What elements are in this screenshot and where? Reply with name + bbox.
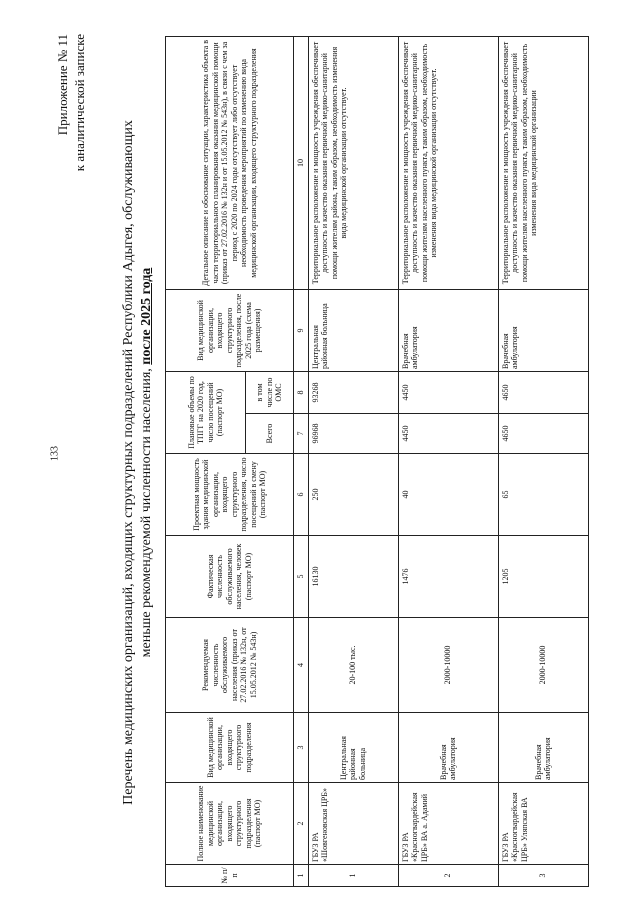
header-capacity: Проектная мощность здания медицинской организации, входящего структурного подразделения, число посещений в смену (паспорт МО) bbox=[166, 454, 294, 536]
row-name: ГБУЗ РА «Красногвардейская ЦРБ» ВА а. Адамий bbox=[398, 783, 498, 865]
header-name: Полное наименование медицинской организации, входящего структурного подразделения (паспорт МО) bbox=[166, 783, 294, 865]
row-description: Территориальное расположение и мощность учреждения обеспечивает доступность и качество оказания первичной медико-санитарной помощи жителям населенного пункта, таким образом, необходимость изменения вида медицинской организации bbox=[498, 36, 588, 289]
row-number: 1 bbox=[308, 865, 398, 887]
col-number: 8 bbox=[294, 371, 309, 413]
column-number-row bbox=[294, 36, 309, 886]
row-type-after: Врачебная амбулатория bbox=[398, 289, 498, 371]
row-type-after: Врачебная амбулатория bbox=[498, 289, 588, 371]
row-recommended: 20-100 тыс. bbox=[308, 618, 398, 713]
row-actual: 1205 bbox=[498, 536, 588, 618]
col-number: 7 bbox=[294, 414, 309, 454]
row-capacity: 250 bbox=[308, 454, 398, 536]
row-total: 96968 bbox=[308, 414, 398, 454]
header-oms: в том числе по ОМС bbox=[246, 371, 294, 413]
row-capacity: 65 bbox=[498, 454, 588, 536]
header-type: Вид медицинской организации, входящего структурного подразделения bbox=[166, 713, 294, 783]
header-actual: Фактическая численность обслуживаемого населения, человек (паспорт МО) bbox=[166, 536, 294, 618]
header-type-after: Вид медицинской организации, входящего структурного подразделения, после 2025 года (схема размещения) bbox=[166, 289, 294, 371]
table-row bbox=[308, 36, 398, 886]
col-number: 3 bbox=[294, 713, 309, 783]
col-number: 10 bbox=[294, 36, 309, 289]
row-description: Территориальное расположение и мощность учреждения обеспечивает доступность и качество оказания первичной медико-санитарной помощи жителям населенного пункта, таким образом, необходимость изменения вида медицинской организации отсутствует. bbox=[398, 36, 498, 289]
title-part-2: меньше рекомендуемой численности населения, bbox=[139, 368, 154, 658]
header-total: Всего bbox=[246, 414, 294, 454]
header-description: Детальное описание и обоснование ситуации, характеристика объекта в части территориального планирования оказания медицинской помощи (приказ от 27.02.2016 № 132н и от 15.05.2012 № 543н), в связи с чем за период с 2020 по 2024 годы отсутствует либо отсутствует необходимость проведения мероприятий по изменению вида медицинской организации, входящего структурного подразделения bbox=[166, 36, 294, 289]
row-type-after: Центральная районная больница bbox=[308, 289, 398, 371]
row-total: 4650 bbox=[498, 414, 588, 454]
row-type: Врачебная амбулатория bbox=[498, 713, 588, 783]
col-number: 5 bbox=[294, 536, 309, 618]
row-description: Территориальное расположение и мощность учреждения обеспечивает доступность и качество оказания первичной медико-санитарной помощи жителям района, таким образом, необходимость изменения вида медицинской организации отсутствует. bbox=[308, 36, 398, 289]
annex-line-2: к аналитической записке bbox=[72, 34, 87, 172]
row-name: ГБУЗ РА «Шовгеновская ЦРБ» bbox=[308, 783, 398, 865]
row-total: 4450 bbox=[398, 414, 498, 454]
header-row bbox=[166, 36, 246, 886]
row-oms: 93268 bbox=[308, 371, 398, 413]
row-number: 3 bbox=[498, 865, 588, 887]
row-name: ГБУЗ РА «Красногвардейская ЦРБ» Уляпская ВА bbox=[498, 783, 588, 865]
col-number: 2 bbox=[294, 783, 309, 865]
title-line-2 bbox=[138, 30, 156, 895]
col-number: 9 bbox=[294, 289, 309, 371]
annex-line-1: Приложение № 11 bbox=[55, 34, 70, 136]
page-number: 133 bbox=[49, 446, 61, 461]
row-number: 2 bbox=[398, 865, 498, 887]
row-type: Врачебная амбулатория bbox=[398, 713, 498, 783]
document-title bbox=[120, 30, 156, 895]
row-actual: 16130 bbox=[308, 536, 398, 618]
row-recommended: 2000-10000 bbox=[498, 618, 588, 713]
annex-heading bbox=[54, 34, 88, 171]
row-capacity: 40 bbox=[398, 454, 498, 536]
title-line-1: Перечень медицинских организаций, входящих структурных подразделений Республики Адыгея, обслуживающих bbox=[121, 120, 136, 805]
organizations-table bbox=[165, 36, 589, 887]
header-recommended: Рекомендуемая численность обслуживаемого населения (приказ от 27.02.2016 № 132н, от 15.05.2012 № 543н) bbox=[166, 618, 294, 713]
rotated-sheet bbox=[50, 30, 640, 895]
header-planned-volumes: Плановые объемы по ТПГГ на 2020 год, число посещений (паспорт МО) bbox=[166, 371, 246, 453]
col-number: 1 bbox=[294, 865, 309, 887]
row-actual: 1476 bbox=[398, 536, 498, 618]
row-oms: 4450 bbox=[398, 371, 498, 413]
row-oms: 4650 bbox=[498, 371, 588, 413]
title-part-3: после 2025 года bbox=[139, 267, 154, 365]
table-row bbox=[398, 36, 498, 886]
row-type: Центральная районная больница bbox=[308, 713, 398, 783]
col-number: 6 bbox=[294, 454, 309, 536]
row-recommended: 2000-10000 bbox=[398, 618, 498, 713]
header-number: № п/п bbox=[166, 865, 294, 887]
col-number: 4 bbox=[294, 618, 309, 713]
table-row bbox=[498, 36, 588, 886]
